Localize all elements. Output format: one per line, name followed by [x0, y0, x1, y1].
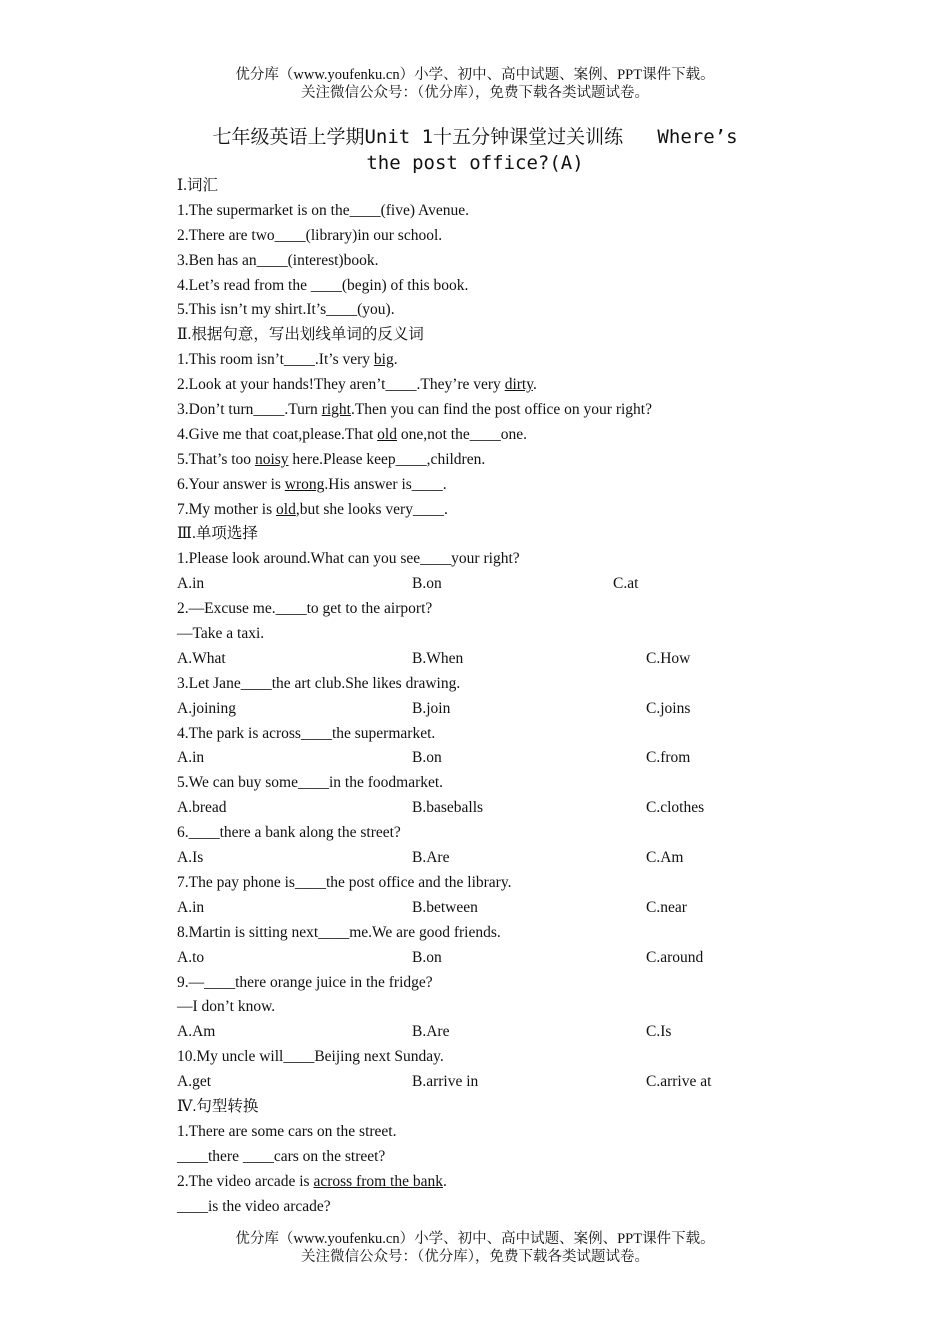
option-a: A.Is: [177, 849, 204, 867]
antonym-question: [177, 448, 837, 473]
option-b: B.arrive in: [412, 1073, 479, 1091]
question-text: 2.The video arcade is: [177, 1172, 314, 1190]
mc-options: [177, 1020, 837, 1045]
option-b: B.Are: [412, 849, 450, 867]
option-c: C.joins: [646, 699, 691, 717]
vocab-question: 5.This isn’t my shirt.It’s____(you).: [177, 301, 395, 319]
antonym-question: [177, 398, 837, 423]
option-c: C.arrive at: [646, 1073, 712, 1091]
option-c: C.at: [613, 575, 639, 593]
mc-question-stem: 9.—____there orange juice in the fridge?: [177, 973, 433, 991]
question-text: .Then you can find the post office on your right?: [350, 401, 652, 419]
page-footer: [0, 1230, 950, 1266]
mc-question-stem: 10.My uncle will____Beijing next Sunday.: [177, 1048, 444, 1066]
option-b: B.between: [412, 898, 478, 916]
question-text: 3.Don’t turn____.Turn: [177, 401, 322, 419]
title-line-2: the post office?(A): [366, 152, 584, 174]
header-line-2: 关注微信公众号：（优分库），免费下载各类试题试卷。: [301, 85, 649, 101]
mc-question-reply: —Take a taxi.: [177, 625, 265, 643]
option-a: A.in: [177, 749, 205, 767]
underlined-word: dirty: [504, 376, 533, 394]
option-c: C.Am: [646, 849, 684, 867]
page-title: [120, 124, 830, 176]
mc-options: [177, 846, 837, 871]
mc-options: [177, 647, 837, 672]
mc-question-stem: 3.Let Jane____the art club.She likes drawing.: [177, 674, 461, 692]
question-text: 2.Look at your hands!They aren’t____.They’re very: [177, 376, 505, 394]
title-line-1: 七年级英语上学期Unit 1十五分钟课堂过关训练 Where’s: [212, 126, 738, 148]
option-c: C.around: [646, 948, 704, 966]
antonym-question: [177, 423, 837, 448]
section-heading: Ⅳ.句型转换: [177, 1097, 259, 1115]
mc-options: [177, 697, 837, 722]
option-b: B.Are: [412, 1023, 450, 1041]
option-b: B.on: [412, 749, 442, 767]
option-b: B.on: [412, 575, 442, 593]
question-text: .: [393, 351, 398, 369]
worksheet-body: [177, 174, 837, 1219]
question-text: .: [443, 1172, 447, 1190]
mc-question-stem: 7.The pay phone is____the post office and the library.: [177, 873, 512, 891]
option-a: A.get: [177, 1073, 212, 1091]
antonym-question: [177, 473, 837, 498]
transform-answer-line: ____is the video arcade?: [177, 1197, 331, 1215]
footer-line-2: 关注微信公众号：（优分库），免费下载各类试题试卷。: [301, 1249, 649, 1265]
option-a: A.in: [177, 898, 205, 916]
transform-question: [177, 1170, 837, 1195]
transform-answer-line: ____there ____cars on the street?: [177, 1147, 386, 1165]
question-text: .His answer is____.: [324, 475, 447, 493]
footer-line-1: 优分库（www.youfenku.cn）小学、初中、高中试题、案例、PPT课件下载。: [235, 1231, 715, 1247]
vocab-question: 2.There are two____(library)in our school.: [177, 226, 443, 244]
question-text: 6.Your answer is: [177, 475, 285, 493]
option-b: B.When: [412, 649, 464, 667]
question-text: ,but she looks very____.: [295, 500, 448, 518]
underlined-word: old: [276, 500, 296, 518]
mc-options: [177, 946, 837, 971]
page-header: [0, 66, 950, 102]
question-text: 4.Give me that coat,please.That: [177, 425, 378, 443]
vocab-question: 1.The supermarket is on the____(five) Avenue.: [177, 201, 469, 219]
option-c: C.from: [646, 749, 691, 767]
option-a: A.What: [177, 649, 226, 667]
underlined-phrase: across from the bank: [313, 1172, 443, 1190]
section-heading: Ⅰ.词汇: [177, 177, 218, 194]
option-b: B.on: [412, 948, 442, 966]
antonym-question: [177, 373, 837, 398]
mc-question-reply: —I don’t know.: [177, 998, 276, 1016]
antonym-question: [177, 348, 837, 373]
underlined-word: old: [377, 425, 397, 443]
option-b: B.join: [412, 699, 451, 717]
underlined-word: wrong: [284, 475, 325, 493]
option-c: C.clothes: [646, 799, 705, 817]
mc-question-stem: 5.We can buy some____in the foodmarket.: [177, 774, 444, 792]
mc-options: [177, 1070, 837, 1095]
section-heading: Ⅲ.单项选择: [177, 525, 258, 543]
mc-question-stem: 4.The park is across____the supermarket.: [177, 724, 436, 742]
mc-question-stem: 2.—Excuse me.____to get to the airport?: [177, 600, 433, 618]
mc-options: [177, 796, 837, 821]
option-c: C.How: [646, 649, 691, 667]
header-line-1: 优分库（www.youfenku.cn）小学、初中、高中试题、案例、PPT课件下载。: [235, 67, 715, 83]
mc-options: [177, 572, 837, 597]
mc-question-stem: 8.Martin is sitting next____me.We are good friends.: [177, 923, 501, 941]
vocab-question: 3.Ben has an____(interest)book.: [177, 251, 379, 269]
mc-question-stem: 1.Please look around.What can you see____your right?: [177, 550, 520, 568]
question-text: 5.That’s too: [177, 450, 255, 468]
underlined-word: right: [321, 401, 351, 419]
question-text: 1.This room isn’t____.It’s very: [177, 351, 374, 369]
section-heading: Ⅱ.根据句意，写出划线单词的反义词: [177, 326, 424, 344]
antonym-question: [177, 498, 837, 523]
question-text: .: [532, 376, 537, 394]
underlined-word: big: [373, 351, 394, 369]
question-text: here.Please keep____,children.: [288, 450, 486, 468]
option-c: C.near: [646, 898, 687, 916]
vocab-question: 4.Let’s read from the ____(begin) of this book.: [177, 276, 469, 294]
underlined-word: noisy: [254, 450, 289, 468]
option-b: B.baseballs: [412, 799, 484, 817]
option-a: A.joining: [177, 699, 236, 717]
option-a: A.bread: [177, 799, 227, 817]
mc-options: [177, 896, 837, 921]
question-text: one,not the____one.: [396, 425, 527, 443]
question-text: 7.My mother is: [177, 500, 277, 518]
transform-question: 1.There are some cars on the street.: [177, 1122, 397, 1140]
option-c: C.Is: [646, 1023, 672, 1041]
option-a: A.Am: [177, 1023, 216, 1041]
mc-options: [177, 746, 837, 771]
option-a: A.to: [177, 948, 205, 966]
option-a: A.in: [177, 575, 205, 593]
mc-question-stem: 6.____there a bank along the street?: [177, 824, 401, 842]
